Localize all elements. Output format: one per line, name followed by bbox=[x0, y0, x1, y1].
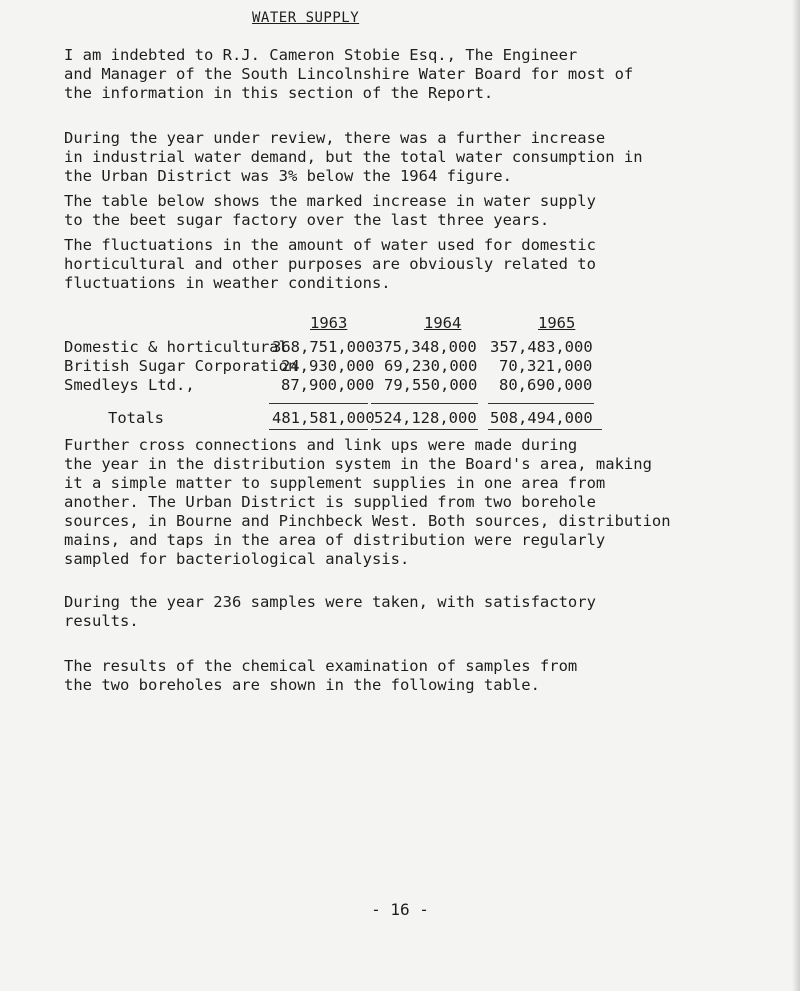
divider-line bbox=[269, 403, 368, 404]
totals-underline bbox=[269, 429, 368, 430]
table-cell: 87,900,000 bbox=[281, 376, 375, 394]
totals-underline bbox=[488, 429, 602, 430]
table-cell: 357,483,000 bbox=[490, 338, 593, 356]
paragraph-samples: During the year 236 samples were taken, with satisfactory results. bbox=[64, 593, 596, 630]
totals-underline bbox=[371, 429, 478, 430]
page-edge-shadow bbox=[792, 0, 800, 991]
table-cell: 24,930,000 bbox=[281, 357, 375, 375]
section-heading: WATER SUPPLY bbox=[252, 10, 360, 26]
table-cell: 368,751,000 bbox=[272, 338, 375, 356]
paragraph-distribution: Further cross connections and link ups were made during the year in the distribution system in the Board's area, making it a simple matter to supplement supplies in one area from another. The Urban District is supplied from two borehole sources, in Bourne and Pinchbeck West. Both sources, distribution mains, and taps in the area of distribution were regularly sampled for bacteriological analysis. bbox=[64, 436, 671, 568]
totals-cell: 524,128,000 bbox=[374, 409, 477, 427]
totals-cell: 508,494,000 bbox=[490, 409, 593, 427]
table-cell: 375,348,000 bbox=[374, 338, 477, 356]
table-cell: 70,321,000 bbox=[499, 357, 593, 375]
paragraph-acknowledgement: I am indebted to R.J. Cameron Stobie Esq., The Engineer and Manager of the South Lincolnshire Water Board for most of the information in this section of the Report. bbox=[64, 46, 634, 102]
divider-line bbox=[488, 403, 594, 404]
paragraph-beet-sugar: The table below shows the marked increase in water supply to the beet sugar factory over the last three years. bbox=[64, 192, 596, 229]
paragraph-chemical: The results of the chemical examination of samples from the two boreholes are shown in the following table. bbox=[64, 657, 578, 694]
row-label: Smedleys Ltd., bbox=[64, 376, 195, 394]
divider-line bbox=[371, 403, 478, 404]
paragraph-fluctuations: The fluctuations in the amount of water used for domestic horticultural and other purposes are obviously related to fluctuations in weather conditions. bbox=[64, 236, 596, 292]
paragraph-consumption: During the year under review, there was a further increase in industrial water demand, but the total water consumption in the Urban District was 3% below the 1964 figure. bbox=[64, 129, 643, 185]
totals-cell: 481,581,000 bbox=[272, 409, 375, 427]
row-label: British Sugar Corporation bbox=[64, 357, 298, 375]
table-cell: 79,550,000 bbox=[384, 376, 478, 394]
table-cell: 69,230,000 bbox=[384, 357, 478, 375]
year-header: 1964 bbox=[424, 314, 462, 332]
table-cell: 80,690,000 bbox=[499, 376, 593, 394]
page-number: - 16 - bbox=[371, 900, 429, 919]
year-header: 1965 bbox=[538, 314, 576, 332]
year-header: 1963 bbox=[310, 314, 348, 332]
totals-label: Totals bbox=[108, 409, 164, 427]
row-label: Domestic & horticultural bbox=[64, 338, 288, 356]
